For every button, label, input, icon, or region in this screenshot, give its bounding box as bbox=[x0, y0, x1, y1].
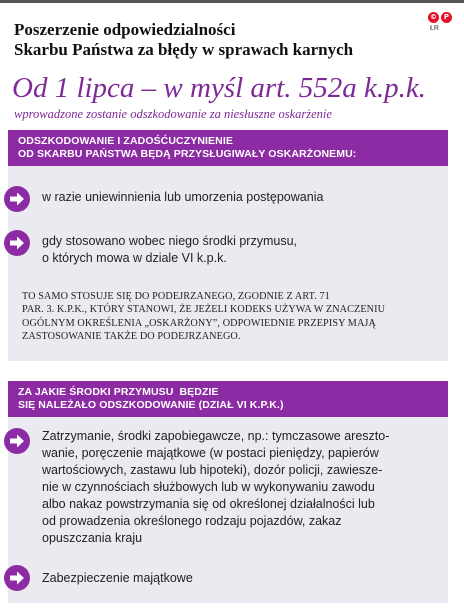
section2-item bbox=[42, 428, 446, 547]
section2-heading bbox=[8, 381, 448, 417]
item-line: albo nakaz powstrzymania się od określonej działalności lub bbox=[42, 497, 375, 511]
note-line: ZASTOSOWANIE TAKŻE DO PODEJRZANEGO. bbox=[22, 331, 241, 343]
section2-heading-line: ZA JAKIE ŚRODKI PRZYMUSU BĘDZIE bbox=[18, 386, 219, 398]
arrow-right-circle-icon bbox=[4, 230, 30, 256]
item-line: Zabezpieczenie majątkowe bbox=[42, 571, 193, 585]
item-line: wartościowych, zastawu lub hipoteki), dozór policji, zawiesze- bbox=[42, 463, 383, 477]
publisher-logo bbox=[428, 12, 452, 42]
section1-note bbox=[22, 290, 442, 344]
item-line: Zatrzymanie, środki zapobiegawcze, np.: tymczasowe areszto- bbox=[42, 429, 390, 443]
item-line: od prowadzenia określonego rodzaju pojazdów, zakaz bbox=[42, 514, 342, 528]
copyright-badge-icon: © bbox=[430, 13, 437, 21]
note-line: OGÓLNYM OKREŚLENIA „OSKARŻONY”, ODPOWIEDNIE PRZEPISY MAJĄ bbox=[22, 317, 376, 329]
item-line: nie w czynnościach służbowych lub w wykonywaniu zawodu bbox=[42, 480, 375, 494]
section1-heading bbox=[8, 130, 448, 166]
main-title: Od 1 lipca – w myśl art. 552a k.p.k. bbox=[12, 72, 427, 104]
item-line: gdy stosowano wobec niego środki przymusu, bbox=[42, 234, 297, 248]
section1-item bbox=[42, 233, 442, 267]
note-line: TO SAMO STOSUJE SIĘ DO PODEJRZANEGO, ZGODNIE Z ART. 71 bbox=[22, 291, 330, 302]
item-line: o których mowa w dziale VI k.p.k. bbox=[42, 251, 227, 265]
author-byline: ŁR bbox=[430, 25, 439, 32]
arrow-right-circle-icon bbox=[4, 428, 30, 454]
top-rule bbox=[0, 0, 464, 3]
item-line: w razie uniewinnienia lub umorzenia postępowania bbox=[42, 190, 324, 204]
headline-line: Skarbu Państwa za błędy w sprawach karnych bbox=[14, 40, 354, 59]
main-subtitle: wprowadzone zostanie odszkodowanie za niesłuszne oskarżenie bbox=[14, 107, 332, 121]
note-line: PAR. 3. K.P.K., KTÓRY STANOWI, ŻE JEŻELI KODEKS UŻYWA W ZNACZENIU bbox=[22, 304, 386, 316]
item-line: opuszczania kraju bbox=[42, 531, 143, 545]
section1-heading-line: ODSZKODOWANIE I ZADOŚĆUCZYNIENIE bbox=[18, 135, 233, 147]
headline-line: Poszerzenie odpowiedzialności bbox=[14, 20, 236, 39]
section1-heading-line: OD SKARBU PAŃSTWA BĘDĄ PRZYSŁUGIWAŁY OSKARŻONEMU: bbox=[18, 148, 357, 160]
arrow-right-circle-icon bbox=[4, 565, 30, 591]
section2-heading-line: SIĘ NALEŻAŁO ODSZKODOWANIE (DZIAŁ VI K.P.K.) bbox=[18, 399, 284, 411]
section1-item bbox=[42, 189, 442, 206]
headline bbox=[14, 20, 414, 60]
item-line: wanie, poręczenie majątkowe (w postaci pieniędzy, papierów bbox=[42, 446, 379, 460]
section2-item bbox=[42, 570, 442, 587]
p-badge-icon: P bbox=[441, 12, 452, 23]
arrow-right-circle-icon bbox=[4, 186, 30, 212]
